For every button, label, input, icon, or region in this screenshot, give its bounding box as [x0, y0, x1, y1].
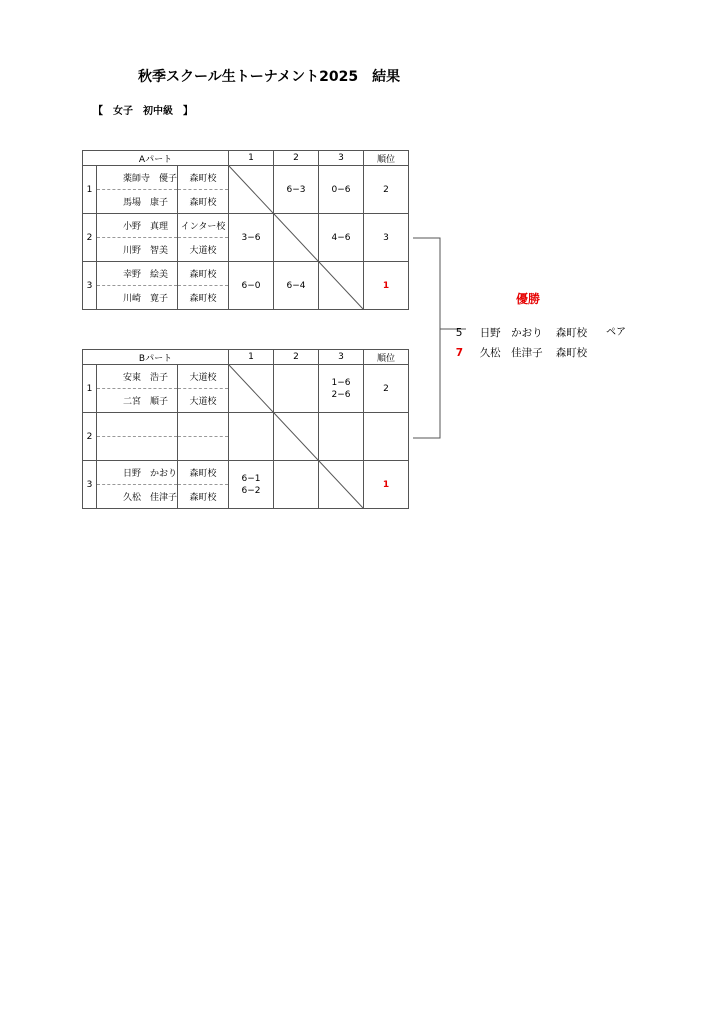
- rank-cell: 2: [364, 365, 409, 413]
- rank-cell: [364, 413, 409, 461]
- player-school: 森町校: [178, 286, 229, 310]
- score-cell: 4−6: [319, 214, 364, 262]
- entry-number: 3: [83, 262, 97, 310]
- entry-number: 2: [83, 214, 97, 262]
- entry-number: 1: [83, 166, 97, 214]
- header-col-2: 2: [274, 350, 319, 365]
- player-school: 大道校: [178, 365, 229, 389]
- header-col-1: 1: [229, 350, 274, 365]
- header-col-1: 1: [229, 151, 274, 166]
- header-rank: 順位: [364, 350, 409, 365]
- seed-number: 7: [455, 347, 463, 359]
- player-name: [97, 437, 178, 461]
- player-school: 大道校: [178, 389, 229, 413]
- score-line: 6−1: [241, 473, 261, 484]
- rank-cell: 2: [364, 166, 409, 214]
- entry-number: 2: [83, 413, 97, 461]
- player-school: 森町校: [178, 262, 229, 286]
- score-line: 1−6: [331, 377, 351, 388]
- player-school: 大道校: [178, 238, 229, 262]
- pool-a-label: Aパート: [83, 151, 229, 166]
- score-cell: 6−0: [229, 262, 274, 310]
- player-name: 馬場 康子: [97, 190, 178, 214]
- page-title: 秋季スクール生トーナメント2025 結果: [138, 69, 401, 85]
- player-name: 小野 真理: [97, 214, 178, 238]
- category-label: 【 女子 初中級 】: [93, 106, 193, 117]
- player-school: 森町校: [178, 485, 229, 509]
- diagonal-cell: [274, 413, 319, 461]
- score-cell: [274, 365, 319, 413]
- score-cell: 0−6: [319, 166, 364, 214]
- winner-school: 森町校: [555, 327, 588, 339]
- player-name: 幸野 絵美: [97, 262, 178, 286]
- player-name: 二宮 順子: [97, 389, 178, 413]
- player-name: 久松 佳津子: [97, 485, 178, 509]
- player-school: 森町校: [178, 166, 229, 190]
- pool-b-header-row: [83, 350, 409, 365]
- pool-a-header-row: [83, 151, 409, 166]
- score-line: 6−2: [241, 485, 261, 496]
- winner-name: 日野 かおり: [479, 327, 543, 339]
- player-name: 川崎 寛子: [97, 286, 178, 310]
- header-rank: 順位: [364, 151, 409, 166]
- rank-cell-winner: 1: [364, 461, 409, 509]
- player-name: 川野 智美: [97, 238, 178, 262]
- pool-a-table: [82, 150, 409, 310]
- score-line: 2−6: [331, 389, 351, 400]
- rank-cell: 3: [364, 214, 409, 262]
- player-name: 薬師寺 優子: [97, 166, 178, 190]
- score-cell: 6−3: [274, 166, 319, 214]
- score-cell: [229, 413, 274, 461]
- score-cell: [229, 461, 274, 509]
- entry-number: 1: [83, 365, 97, 413]
- header-col-2: 2: [274, 151, 319, 166]
- rank-cell-winner: 1: [364, 262, 409, 310]
- diagonal-cell: [319, 262, 364, 310]
- score-cell: [319, 365, 364, 413]
- player-school: 森町校: [178, 461, 229, 485]
- score-cell: 6−4: [274, 262, 319, 310]
- player-name: [97, 413, 178, 437]
- score-cell: [319, 413, 364, 461]
- winner-name: 久松 佳津子: [479, 347, 543, 359]
- diagonal-cell: [229, 365, 274, 413]
- score-cell: [274, 461, 319, 509]
- diagonal-cell: [319, 461, 364, 509]
- winner-label: 優勝: [516, 292, 541, 306]
- entry-number: 3: [83, 461, 97, 509]
- player-school: 森町校: [178, 190, 229, 214]
- final-row: [449, 333, 587, 360]
- winner-school: 森町校: [555, 347, 588, 359]
- player-school: [178, 413, 229, 437]
- diagonal-cell: [229, 166, 274, 214]
- pair-label: ペア: [606, 327, 626, 338]
- pool-b-label: Bパート: [83, 350, 229, 365]
- score-cell: 3−6: [229, 214, 274, 262]
- header-col-3: 3: [319, 151, 364, 166]
- diagonal-cell: [274, 214, 319, 262]
- header-col-3: 3: [319, 350, 364, 365]
- player-name: 日野 かおり: [97, 461, 178, 485]
- seed-number: 5: [455, 327, 463, 339]
- player-school: [178, 437, 229, 461]
- player-school: インター校: [178, 214, 229, 238]
- player-name: 安東 浩子: [97, 365, 178, 389]
- pool-b-table: [82, 349, 409, 509]
